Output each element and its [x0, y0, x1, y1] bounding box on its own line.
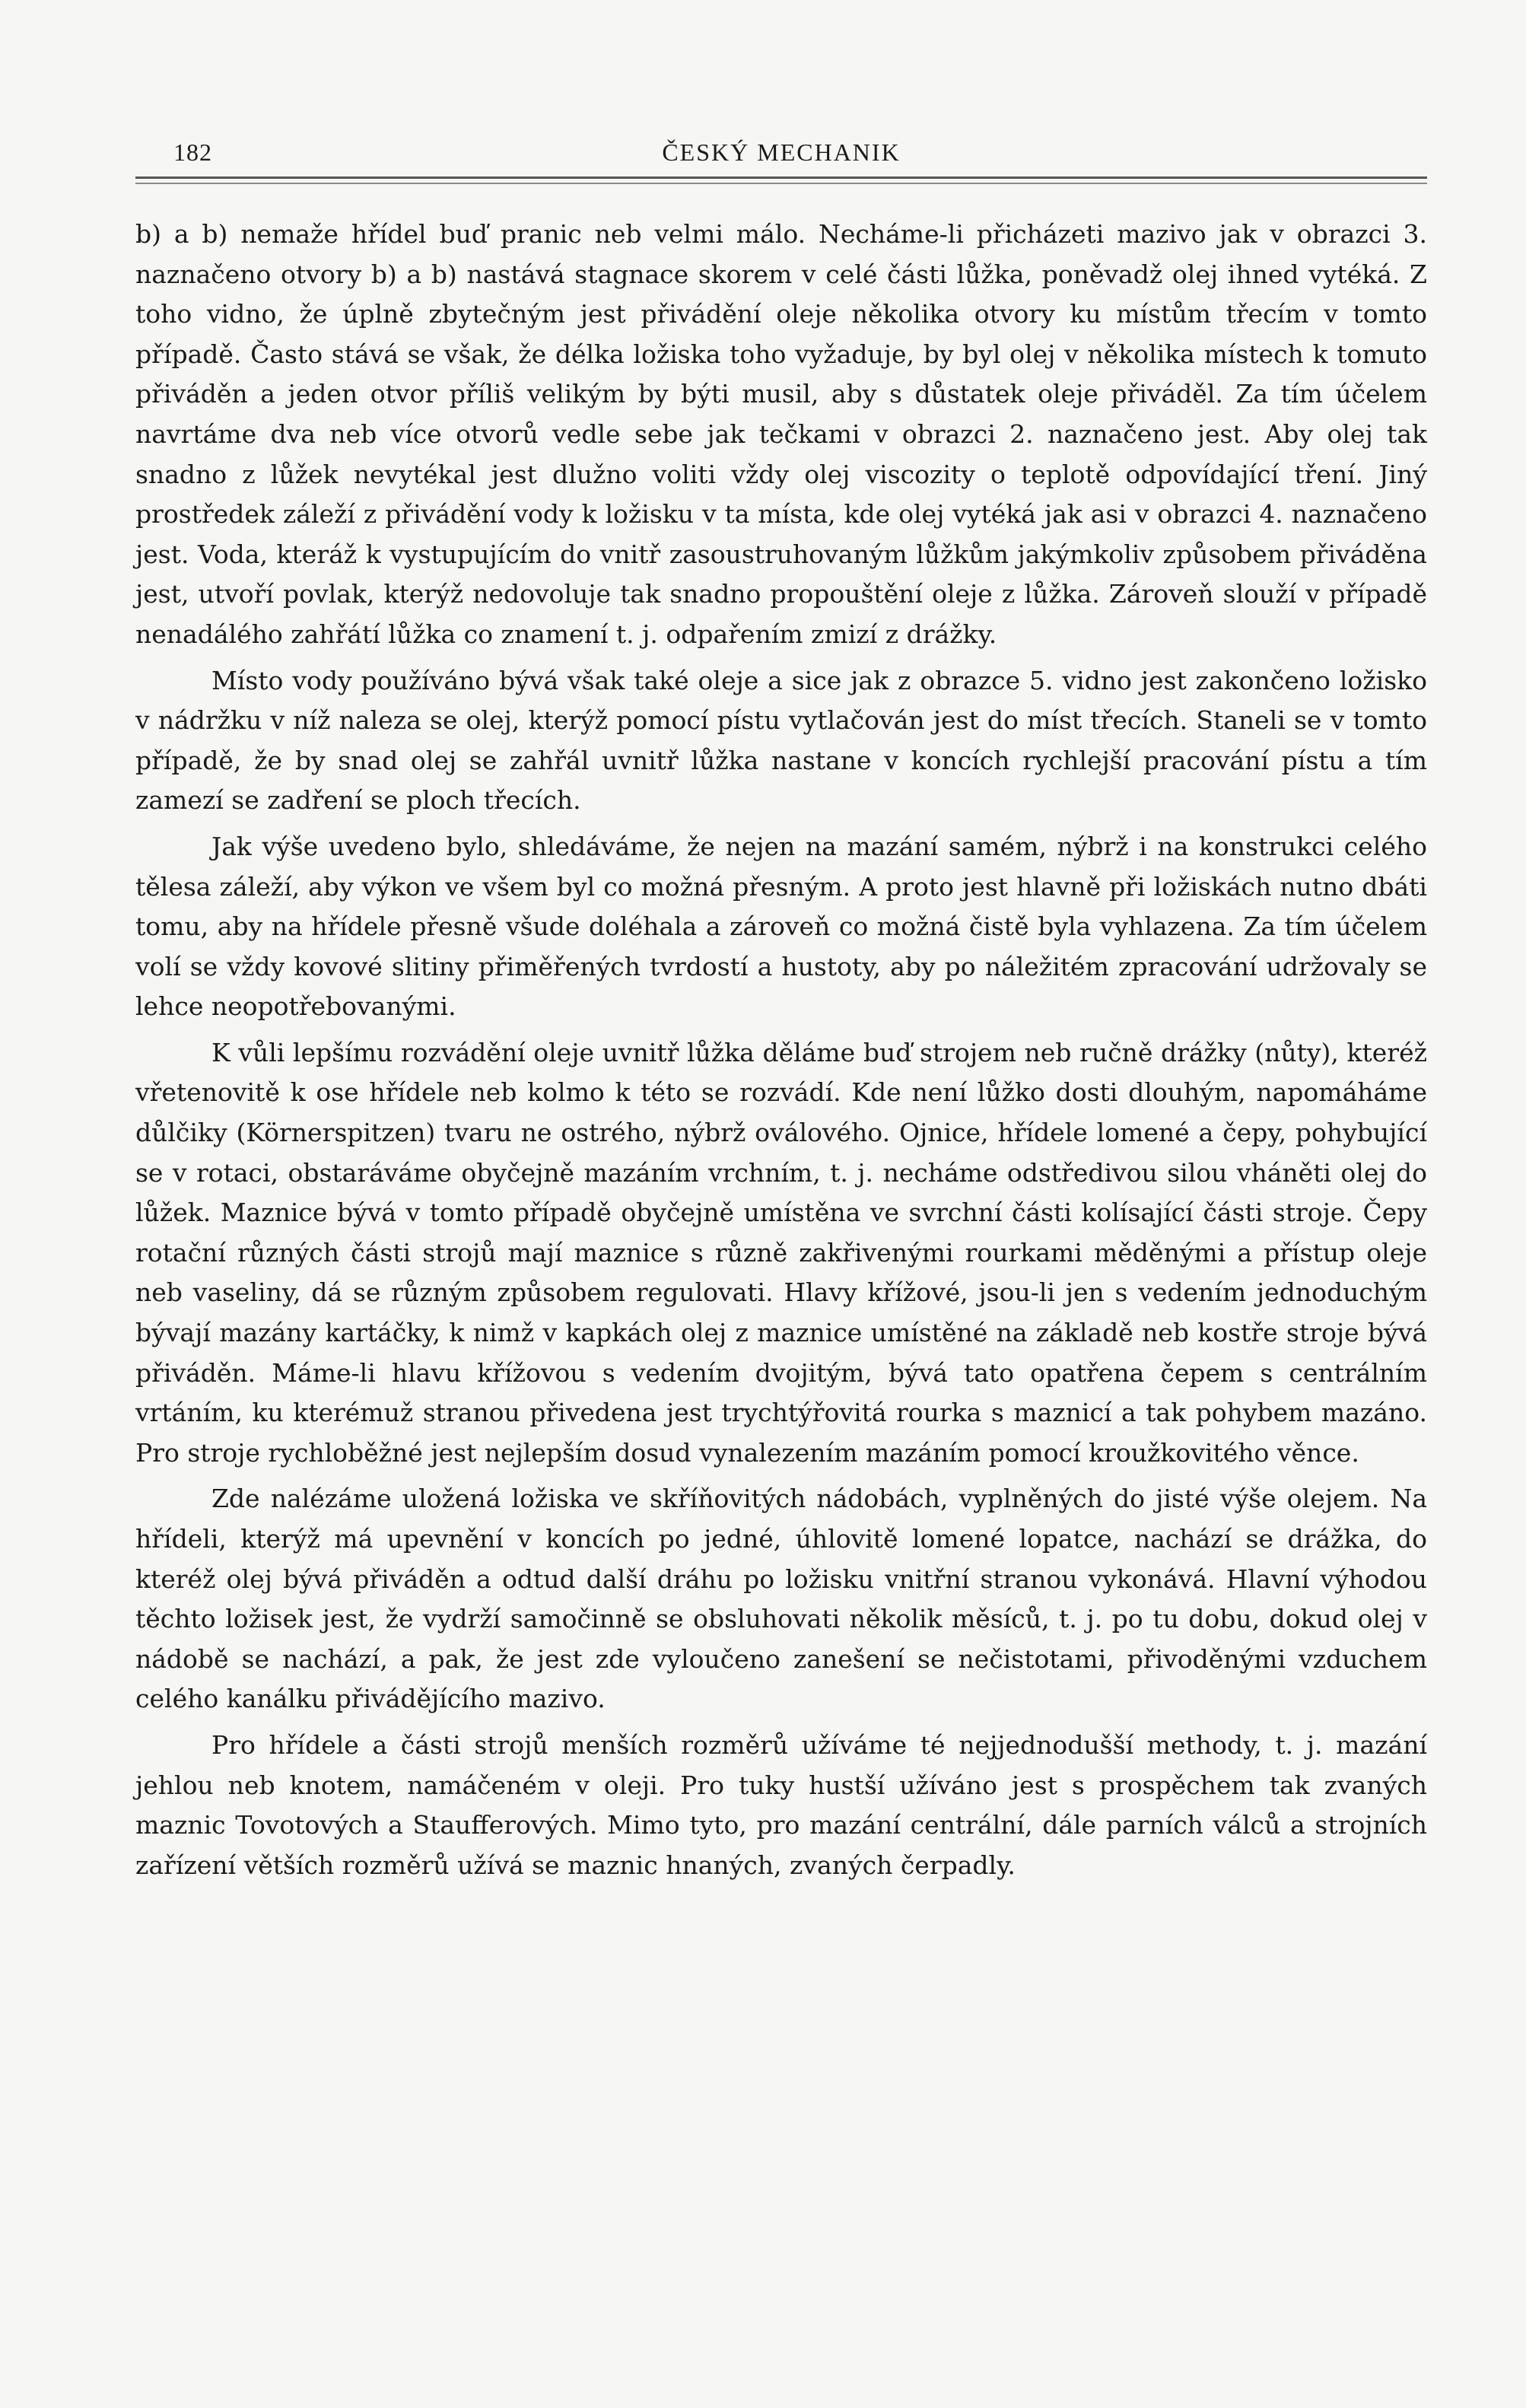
paragraph: Pro hřídele a části strojů menších rozměrů užíváme té nejjednodušší methody, t. j. mazání jehlou neb knotem, namáčeném v oleji. Pro tuky hustší užíváno jest s prospěchem tak zvaných maznic Tovotových a Staufferových. Mimo tyto, pro mazání centrální, dále parních válců a strojních zařízení větších rozměrů užívá se maznic hnaných, zvaných čerpadly.: [135, 1729, 1427, 1880]
paragraph: Zde nalézáme uložená ložiska ve skříňovitých nádobách, vyplněných do jisté výše olejem. Na hřídeli, kterýž má upevnění v koncích po jedné, úhlovitě lomené lopatce, nachází se drážka, do kteréž olej bývá přiváděn a odtud další dráhu po ložisku vnitřní stranou vykonává. Hlavní výhodou těchto ložisek jest, že vydrží samočinně se obsluhovati několik měsíců, t. j. po tu dobu, dokud olej v nádobě se nachází, a pak, že jest zde vyloučeno zanešení se nečistotami, přivoděnými vzduchem celého kanálku přivádějícího mazivo.: [135, 1484, 1427, 1714]
body-text: [135, 215, 1427, 1885]
paragraph: Jak výše uvedeno bylo, shledáváme, že nejen na mazání samém, nýbrž i na konstrukci celého tělesa záleží, aby výkon ve všem byl co možná přesným. A proto jest hlavně při ložiskách nutno dbáti tomu, aby na hřídele přesně všude doléhala a zároveň co možná čistě byla vyhlazena. Za tím účelem volí se vždy kovové slitiny přiměřených tvrdostí a hustoty, aby po náležitém zpracování udržovaly se lehce neopotřebovanými.: [135, 831, 1427, 1022]
paragraph: K vůli lepšímu rozvádění oleje uvnitř lůžka děláme buď strojem neb ručně drážky (nůty), kteréž vřetenovitě k ose hřídele neb kolmo k této se rozvádí. Kde není lůžko dosti dlouhým, napomáháme důlčiky (Körnerspitzen) tvaru ne ostrého, nýbrž oválového. Ojnice, hřídele lomené a čepy, pohybující se v rotaci, obstaráváme obyčejně mazáním vrchním, t. j. necháme odstředivou silou vháněti olej do lůžek. Maznice bývá v tomto případě obyčejně umístěna ve svrchní části kolísající části stroje. Čepy rotační různých části strojů mají maznice s různě zakřivenými rourkami měděnými a přístup oleje neb vaseliny, dá se různým způsobem regulovati. Hlavy křížové, jsou-li jen s vedením jednoduchým bývají mazány kartáčky, k nimž v kapkách olej z maznice umístěné na základě neb kostře stroje bývá přiváděn. Máme-li hlavu křížovou s vedením dvojitým, bývá tato opatřena čepem s centrálním vrtáním, ku kterémuž stranou přivedena jest trychtýřovitá rourka s maznicí a tak pohybem mazáno. Pro stroje rychloběžné jest nejlepším dosud vynalezením mazáním pomocí kroužkovitého věnce.: [135, 1037, 1427, 1468]
paragraph: Místo vody používáno bývá však také oleje a sice jak z obrazce 5. vidno jest zakončeno ložisko v nádržku v níž naleza se olej, kterýž pomocí pístu vytlačován jest do míst třecích. Staneli se v tomto případě, že by snad olej se zahřál uvnitř lůžka nastane v koncích rychlejší pracování pístu a tím zamezí se zadření se ploch třecích.: [135, 665, 1427, 816]
paragraph: b) a b) nemaže hřídel buď pranic neb velmi málo. Necháme-li přicházeti mazivo jak v obrazci 3. naznačeno otvory b) a b) nastává stagnace skorem v celé části lůžka, poněvadž olej ihned vytéká. Z toho vidno, že úplně zbytečným jest přivádění oleje několika otvory ku místům třecím v tomto případě. Často stává se však, že délka ložiska toho vyžaduje, by byl olej v několika místech k tomuto přiváděn a jeden otvor příliš velikým by býti musil, aby s důstatek oleje přiváděl. Za tím účelem navrtáme dva neb více otvorů vedle sebe jak tečkami v obrazci 2. naznačeno jest. Aby olej tak snadno z lůžek nevytékal jest dlužno voliti vždy olej viscozity o teplotě odpovídající tření. Jiný prostředek záleží z přivádění vody k ložisku v ta místa, kde olej vytéká jak asi v obrazci 4. naznačeno jest. Voda, kteráž k vystupujícím do vnitř zasoustruhovaným lůžkům jakýmkoliv způsobem přiváděna jest, utvoří povlak, kterýž nedovoluje tak snadno propouštění oleje z lůžka. Zároveň slouží v případě nenadálého zahřátí lůžka co znamení t. j. odpařením zmizí z drážky.: [135, 219, 1427, 649]
page-header: [135, 122, 1427, 167]
running-head: ČESKÝ MECHANIK: [662, 138, 901, 166]
page-number: 182: [173, 138, 212, 166]
header-rule-thick: [135, 177, 1427, 179]
header-rule-thin: [135, 183, 1427, 184]
